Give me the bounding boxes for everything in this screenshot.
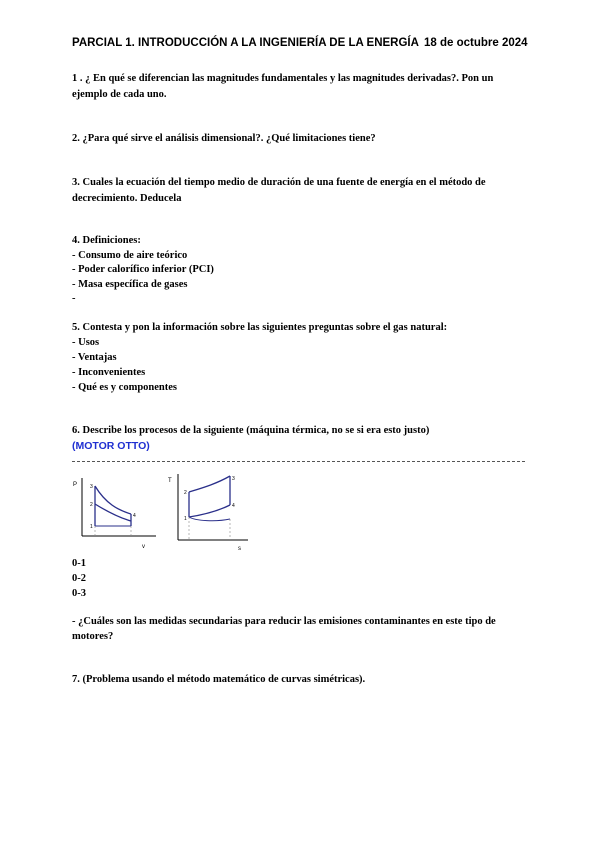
ts-intake-curve <box>189 517 230 521</box>
followup-question-line-2: motores? <box>72 631 114 642</box>
pv-point-label: 3 <box>90 484 93 490</box>
ts-point-label: 1 <box>184 516 187 522</box>
question-5-title: 5. Contesta y pon la información sobre las siguientes preguntas sobre el gas natural: <box>72 322 448 333</box>
pv-point-label: 1 <box>90 524 93 530</box>
pv-point-label: 2 <box>90 502 93 508</box>
question-4-title: 4. Definiciones: <box>72 235 141 246</box>
pv-point-label: 4 <box>133 513 136 519</box>
gas-item: - Qué es y componentes <box>72 382 177 393</box>
process-item: 0-3 <box>72 588 86 599</box>
pv-x-axis-label: v <box>142 544 145 550</box>
question-7: 7. (Problema usando el método matemático de curvas simétricas). <box>72 674 366 685</box>
exam-title: PARCIAL 1. INTRODUCCIÓN A LA INGENIERÍA DE LA ENERGÍA <box>72 37 419 49</box>
question-1-line-1: 1 . ¿ En qué se diferencian las magnitudes fundamentales y las magnitudes derivadas?. Pon un <box>72 73 494 84</box>
process-item: 0-2 <box>72 573 86 584</box>
pv-diagram <box>68 474 158 552</box>
gas-item: - Ventajas <box>72 352 117 363</box>
dashed-divider <box>72 461 525 462</box>
ts-point-label: 4 <box>232 503 235 509</box>
definition-item: - Poder calorífico inferior (PCI) <box>72 264 214 275</box>
pv-y-axis-label: P <box>73 482 78 488</box>
ts-y-axis-label: T <box>168 478 172 484</box>
question-1-line-2: ejemplo de cada uno. <box>72 89 167 100</box>
definition-item: - Masa específica de gases <box>72 279 188 290</box>
pv-expansion-curve <box>95 486 131 514</box>
ts-heat-rejection-curve <box>189 505 230 517</box>
question-6-subtitle: (MOTOR OTTO) <box>72 440 150 452</box>
definition-item: - Consumo de aire teórico <box>72 250 188 261</box>
question-3-line-2: decrecimiento. Deducela <box>72 193 182 204</box>
ts-point-label: 3 <box>232 476 235 482</box>
ts-point-label: 2 <box>184 490 187 496</box>
gas-item: - Inconvenientes <box>72 367 146 378</box>
definition-item: - <box>72 293 76 304</box>
question-3-line-1: 3. Cuales la ecuación del tiempo medio de duración de una fuente de energía en el método de <box>72 177 486 188</box>
question-2: 2. ¿Para qué sirve el análisis dimensional?. ¿Qué limitaciones tiene? <box>72 133 376 144</box>
ts-x-axis-label: s <box>238 546 241 552</box>
gas-item: - Usos <box>72 337 100 348</box>
followup-question-line-1: - ¿Cuáles son las medidas secundarias para reducir las emisiones contaminantes en este tipo de <box>72 616 496 627</box>
ts-diagram <box>166 470 256 552</box>
ts-heat-addition-curve <box>189 476 230 492</box>
process-item: 0-1 <box>72 558 86 569</box>
question-6-title: 6. Describe los procesos de la siguiente (máquina térmica, no se si era esto justo) <box>72 425 430 436</box>
exam-date: 18 de octubre 2024 <box>424 37 528 49</box>
